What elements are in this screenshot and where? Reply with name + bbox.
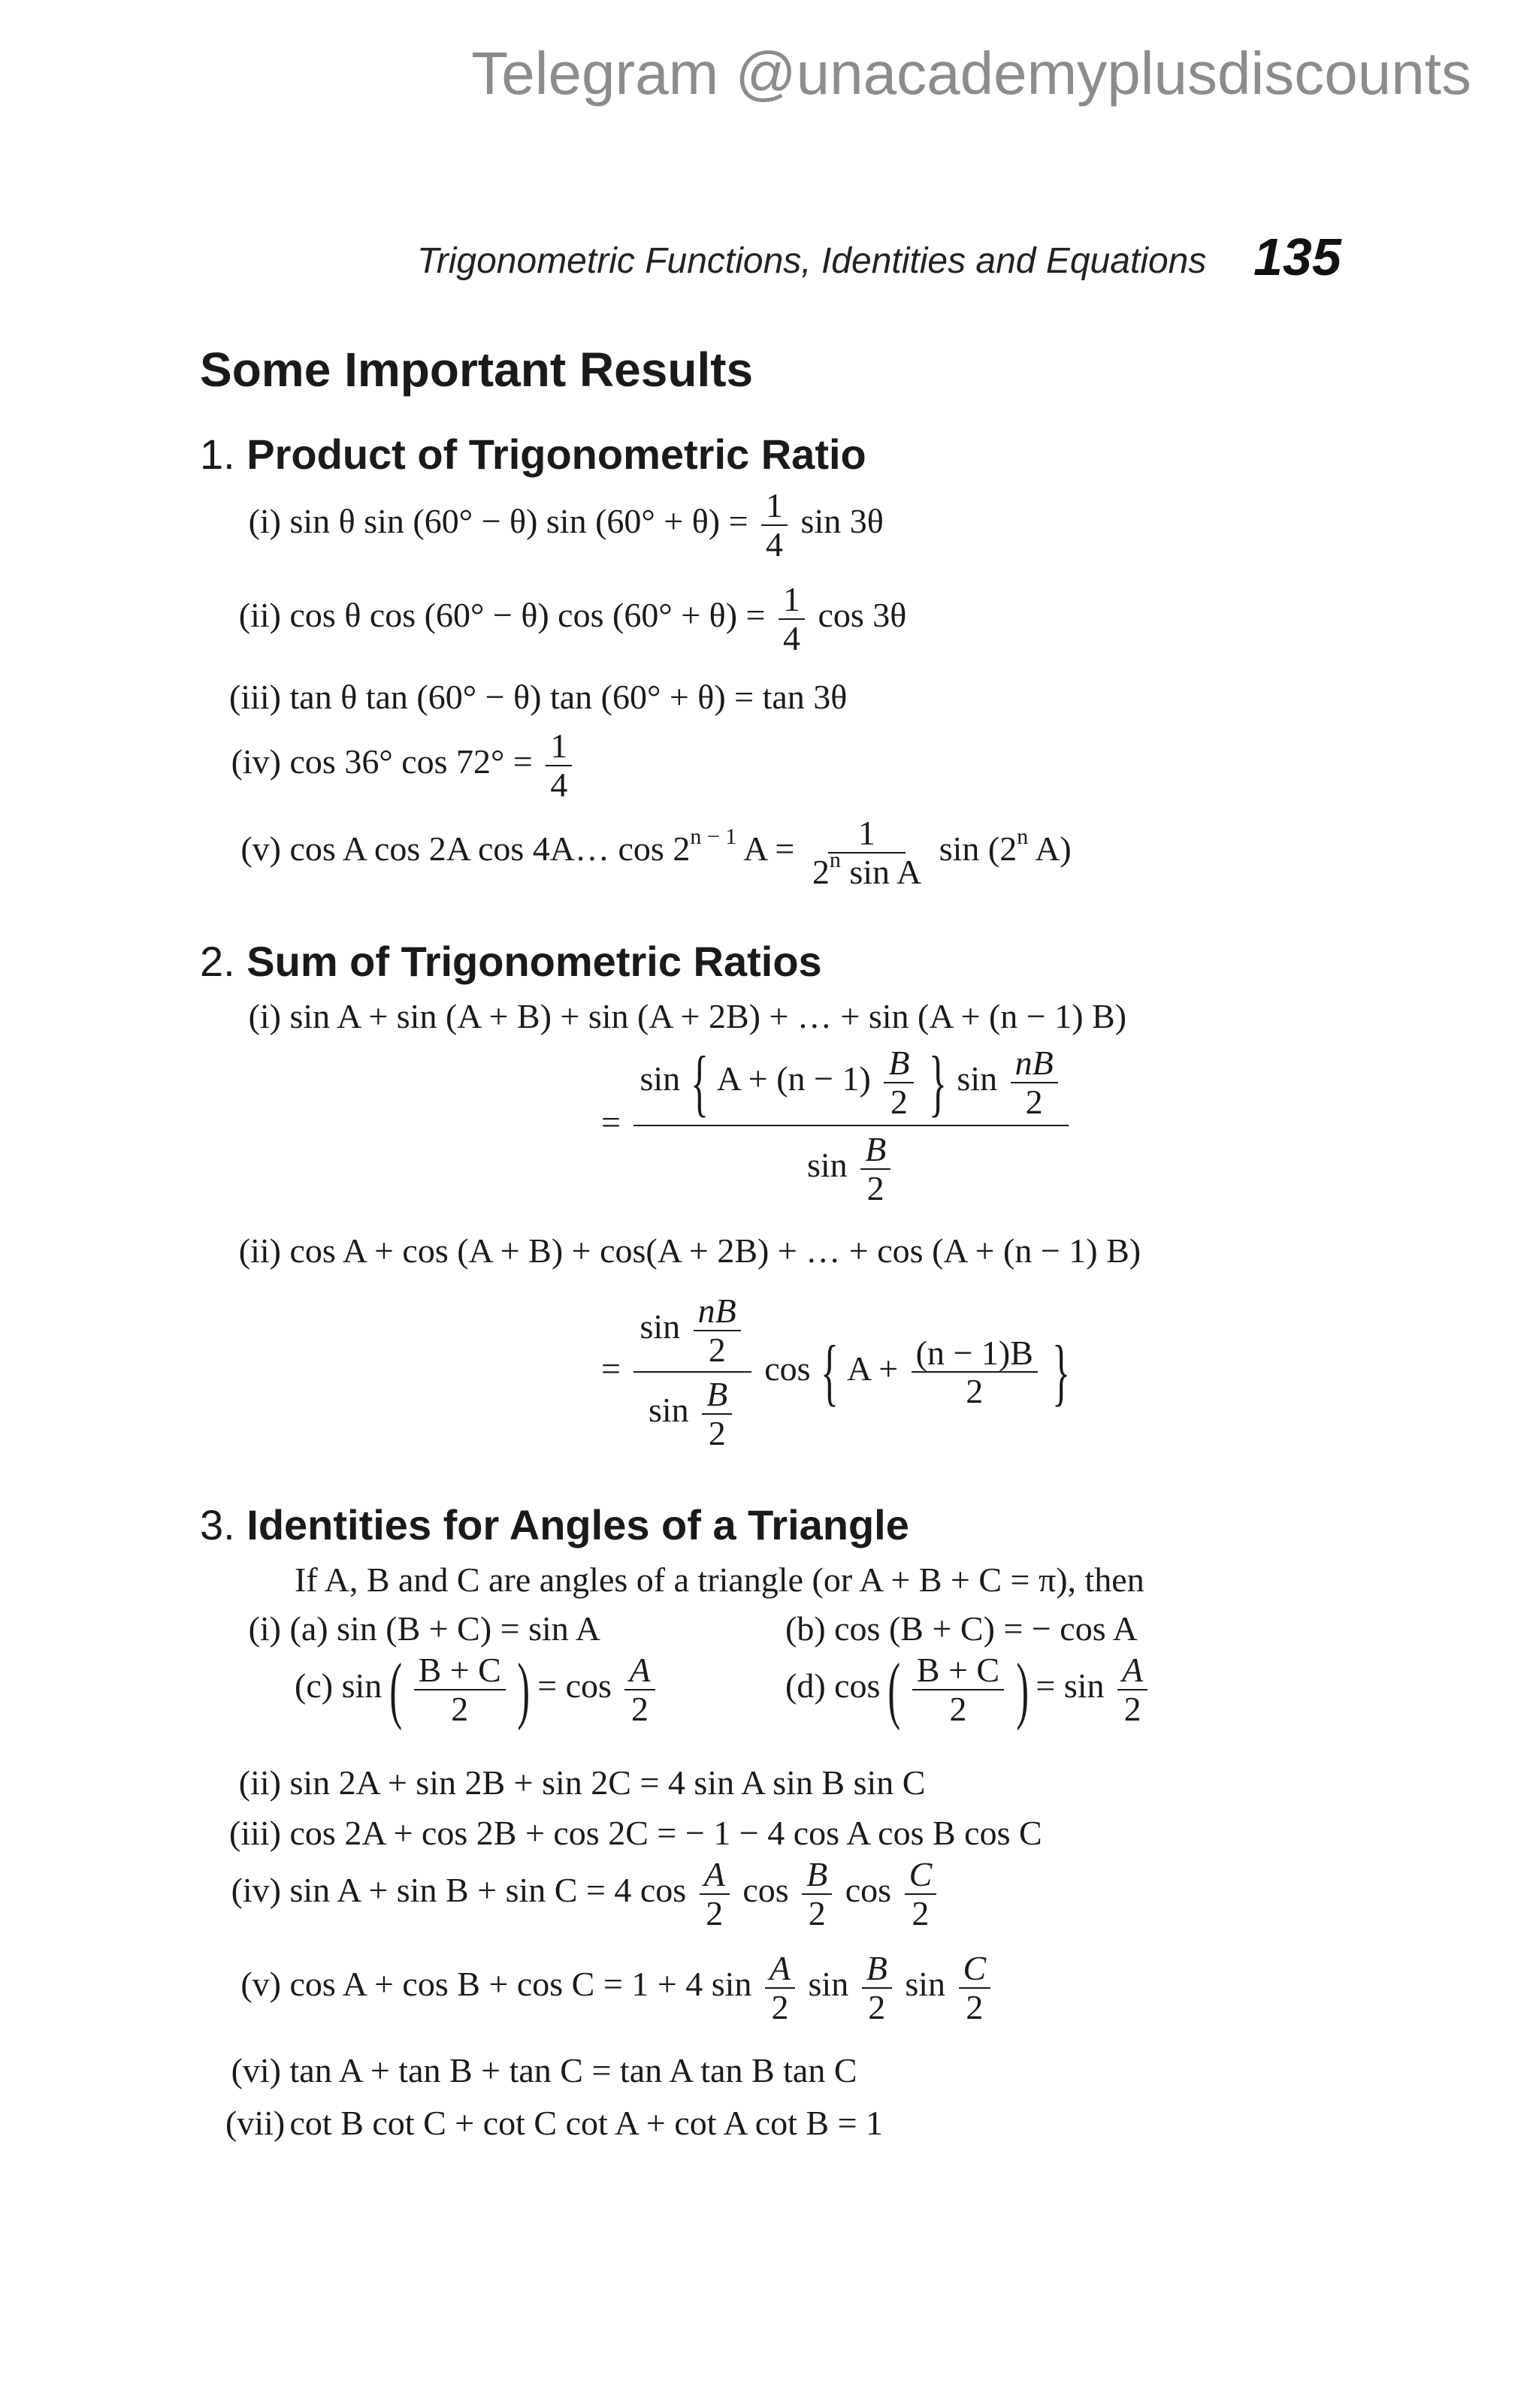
- product-identity-ii: [225, 581, 906, 657]
- page-number: 135: [1253, 228, 1341, 286]
- expression: sin 2A + sin 2B + sin 2C = 4 sin A sin B sin C: [289, 1763, 926, 1802]
- exponent: n: [1017, 824, 1029, 850]
- page-heading: Some Important Results: [200, 343, 754, 397]
- item-label: (iv): [231, 742, 281, 781]
- section-number: 3.: [200, 1501, 235, 1548]
- triangle-identity-i-d: (d) cos ( $\frac{B + C}{2}$ ) = sin $\frac{A}{2}$: [785, 1651, 1152, 1727]
- triangle-identity-vii: [225, 2106, 883, 2141]
- triangle-identity-iii: [225, 1816, 1042, 1851]
- sub-label: (a): [289, 1609, 328, 1648]
- triangle-identity-i-a: [225, 1609, 600, 1648]
- expression: cot B cot C + cot C cot A + cot A cot B = 1: [289, 2104, 884, 2142]
- item-label: (i): [248, 1609, 281, 1648]
- triangle-identity-iv: (iv) sin A + sin B + sin C = 4 cos $\frac{A}{2}$ cos $\frac{B}{2}$ cos $\frac{C}{2}$: [225, 1856, 941, 1932]
- running-head-title: Trigonometric Functions, Identities and Equations: [417, 241, 1207, 281]
- item-label: (v): [240, 1965, 281, 2004]
- lhs: sin θ sin (60° − θ) sin (60° + θ) =: [289, 502, 748, 541]
- triangle-identity-i-b: [785, 1609, 1138, 1648]
- triangle-identity-i-c: (c) sin ( $\frac{B + C}{2}$ ) = cos $\frac{A}{2}$: [295, 1651, 660, 1727]
- item-label: (vii): [225, 2104, 286, 2142]
- main-fraction: sin { A + (n − 1) $\frac{B}{2}$ } sin $\frac{nB}{2}$ sin $\frac{B}{2}$: [633, 1044, 1068, 1207]
- item-label: (i): [248, 502, 281, 541]
- item-label: (iv): [231, 1871, 281, 1910]
- sum-identity-ii: [225, 1231, 1141, 1270]
- exponent: n − 1: [690, 824, 737, 850]
- item-label: (v): [240, 829, 281, 869]
- sub-label: (d): [785, 1666, 826, 1706]
- main-fraction: sin $\frac{nB}{2}$ sin $\frac{B}{2}$: [633, 1292, 751, 1452]
- equals: =: [601, 1349, 621, 1388]
- lhs: cos θ cos (60° − θ) cos (60° + θ) =: [289, 596, 766, 635]
- sub-label: (b): [785, 1609, 826, 1648]
- triangle-identity-vi: [225, 2053, 857, 2088]
- section-number: 1.: [200, 431, 235, 478]
- rhs: cos 3θ: [818, 596, 907, 635]
- expression: tan A + tan B + tan C = tan A tan B tan C: [289, 2051, 857, 2089]
- sum-identity-ii-result: = sin $\frac{nB}{2}$ sin $\frac{B}{2}$ cos { A + $\frac{(n - 1)B}{2}$ }: [601, 1292, 1071, 1453]
- section-number: 2.: [200, 938, 235, 985]
- expression: cos (B + C) = − cos A: [834, 1609, 1138, 1648]
- rhs: sin (2: [939, 829, 1017, 869]
- equals: =: [601, 1102, 621, 1141]
- triangle-identity-v: (v) cos A + cos B + cos C = 1 + 4 sin $\frac{A}{2}$ sin $\frac{B}{2}$ sin $\frac{C}{2}$: [225, 1950, 995, 2026]
- product-identity-iii: [225, 680, 847, 715]
- item-label: (iii): [229, 678, 281, 716]
- section-title: Product of Trigonometric Ratio: [246, 431, 866, 478]
- rhs: sin 3θ: [800, 502, 884, 541]
- product-identity-i: [225, 487, 884, 563]
- product-identity-iv: [225, 727, 576, 803]
- item-label: (i): [248, 997, 281, 1035]
- section-title: Sum of Trigonometric Ratios: [246, 938, 822, 985]
- expression: cos 2A + cos 2B + cos 2C = − 1 − 4 cos A cos B cos C: [289, 1814, 1042, 1852]
- lhs-end: A =: [743, 829, 795, 869]
- item-label: (ii): [238, 1231, 281, 1270]
- watermark: Telegram @unacademyplusdiscounts: [471, 40, 1471, 107]
- item-label: (iii): [229, 1814, 281, 1852]
- expression: sin (B + C) = sin A: [337, 1609, 600, 1648]
- section-title: Identities for Angles of a Triangle: [246, 1501, 909, 1548]
- series: sin A + sin (A + B) + sin (A + 2B) + … + sin (A + (n − 1) B): [289, 997, 1127, 1035]
- fraction: $\frac{1}{2^n \sin A}$: [812, 814, 922, 891]
- fraction: $\frac{1}{4}$: [546, 727, 572, 803]
- section-1-heading: [200, 430, 866, 479]
- fraction: $\frac{1}{4}$: [779, 581, 805, 657]
- expression: tan θ tan (60° − θ) tan (60° + θ) = tan 3θ: [289, 678, 848, 716]
- product-identity-v: [225, 814, 1072, 890]
- sum-identity-i: [225, 999, 1126, 1034]
- fraction: $\frac{1}{4}$: [761, 487, 788, 563]
- sub-label: (c): [295, 1666, 334, 1706]
- sum-identity-i-result: [601, 1040, 1073, 1208]
- lhs: cos 36° cos 72° =: [289, 742, 533, 781]
- triangle-identity-ii: [225, 1763, 926, 1802]
- series: cos A + cos (A + B) + cos(A + 2B) + … + cos (A + (n − 1) B): [289, 1231, 1141, 1270]
- section-3-heading: [200, 1500, 909, 1549]
- item-label: (vi): [231, 2051, 281, 2089]
- triangle-intro: If A, B and C are angles of a triangle (or A + B + C = π), then: [295, 1561, 1144, 1599]
- lhs: cos A cos 2A cos 4A… cos 2: [289, 829, 691, 869]
- item-label: (ii): [238, 1763, 281, 1802]
- section-2-heading: [200, 937, 822, 986]
- rhs-end: A): [1035, 829, 1072, 869]
- item-label: (ii): [238, 596, 281, 635]
